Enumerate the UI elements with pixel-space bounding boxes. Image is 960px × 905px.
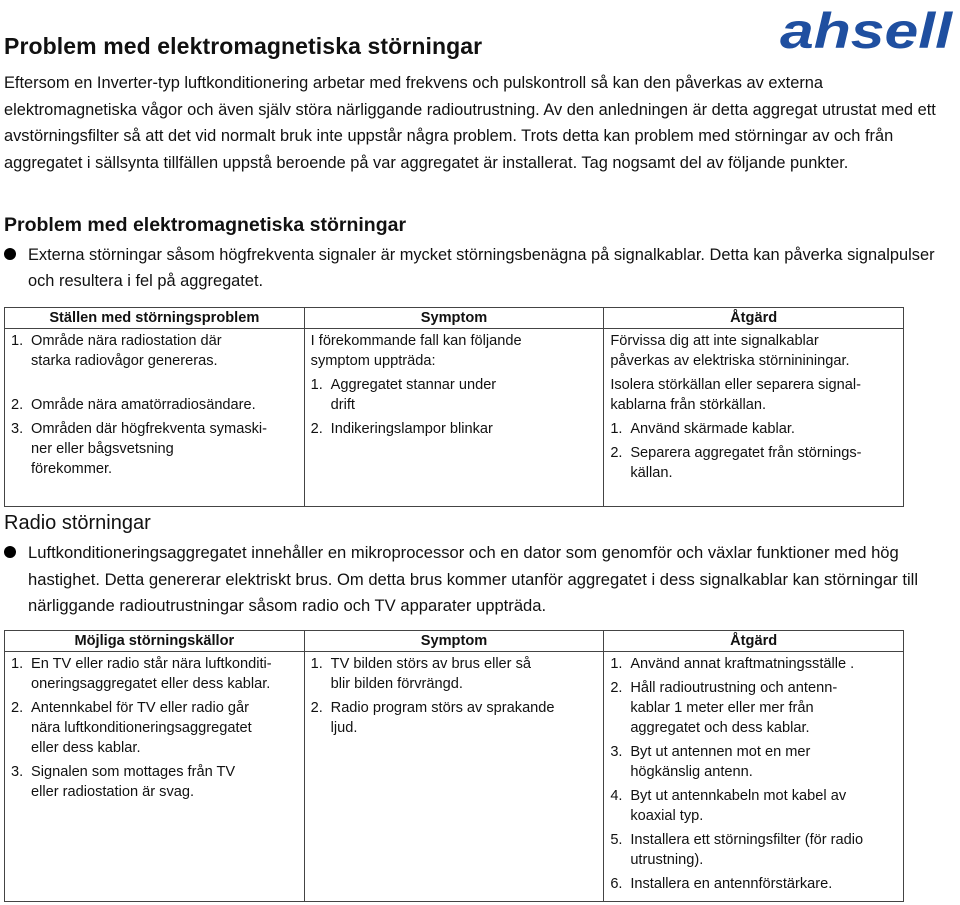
bullet-em: [28, 242, 948, 294]
column-header: Åtgärd: [604, 308, 904, 329]
logo-text: ahsell: [780, 4, 954, 54]
list-item: 2. Radio program störs av sprakande ljud.: [310, 700, 555, 736]
bullet-dot-icon: [4, 248, 16, 260]
column-header: Möjliga störningskällor: [5, 631, 305, 652]
list-item: 4. Byt ut antennkabeln mot kabel av koaxial typ.: [610, 788, 847, 824]
list-item: 1. En TV eller radio står nära luftkonditi- oneringsaggregatet eller dess kablar.: [11, 656, 272, 692]
list-item: 1. Använd skärmade kablar.: [610, 421, 795, 437]
list-item: 2. Antennkabel för TV eller radio går nära luftkonditioneringsaggregatet eller dess kablar.: [11, 700, 252, 756]
column-header: Ställen med störningsproblem: [5, 308, 305, 329]
list-item: 2. Separera aggregatet från störnings- källan.: [610, 445, 862, 481]
list-item: 2. Indikeringslampor blinkar: [310, 421, 493, 437]
list-item: 3. Signalen som mottages från TV eller radiostation är svag.: [11, 764, 236, 800]
action-paragraph: Isolera störkällan eller separera signal- kablarna från störkällan.: [610, 377, 861, 413]
intro-paragraph: Eftersom en Inverter-typ luftkonditionering arbetar med frekvens och pulskontroll så kan den påverkas av externa elektromagnetiska vågor och även själv störa närliggande radioutrustning. Av den anledningen är detta aggregat utrustat med ett avstörningsfilter så att det vid normalt bruk inte uppstår några problem. Trots detta kan problem med störningar av och från aggregatet i sällsynta tillfällen uppstå beroende på var aggregatet är installerat. Tag nogsamt del av följande punkter.: [4, 74, 936, 172]
symptom-cell: [304, 652, 604, 902]
list-item: 1. Aggregatet stannar under drift: [310, 377, 497, 413]
bullet-text: Externa störningar såsom högfrekventa signaler är mycket störningsbenägna på signalkablar. Detta kan påverka signalpulser och resultera i fel på aggregatet.: [28, 246, 935, 290]
list-item: 1. TV bilden störs av brus eller så blir bilden förvrängd.: [310, 656, 531, 692]
symptom-intro: I förekommande fall kan följande symptom uppträda:: [310, 333, 522, 369]
section-heading-radio: Radio störningar: [4, 512, 151, 534]
list-item: 1. Använd annat kraftmatningsställe .: [610, 656, 855, 672]
bullet-radio: [28, 540, 948, 620]
bullet-dot-icon: [4, 546, 16, 558]
em-problems-table: [4, 307, 904, 507]
locations-cell: [5, 329, 305, 507]
ahlsell-logo: [778, 4, 954, 54]
list-item: 2. Håll radioutrustning och antenn- kablar 1 meter eller mer från aggregatet och dess kablar.: [610, 680, 838, 736]
bullet-text: Luftkonditioneringsaggregatet innehåller en mikroprocessor och en dator som genomför och växlar funktioner med hög hastighet. Detta genererar elektriskt brus. Om detta brus kommer utanför aggregatet i dess signalkablar kan störningar till närliggande radioutrustningar såsom radio och TV apparater uppträda.: [28, 543, 919, 615]
symptom-cell: [304, 329, 604, 507]
column-header: Symptom: [304, 631, 604, 652]
section-heading-em: Problem med elektromagnetiska störningar: [4, 214, 407, 236]
list-item: 3. Byt ut antennen mot en mer högkänslig antenn.: [610, 744, 811, 780]
list-item: 2. Område nära amatörradiosändare.: [11, 397, 256, 413]
column-header: Åtgärd: [604, 631, 904, 652]
list-item: 3. Områden där högfrekventa symaski- ner eller bågsvetsning förekommer.: [11, 421, 268, 477]
list-item: 5. Installera ett störningsfilter (för radio utrustning).: [610, 832, 864, 868]
list-item: 6. Installera en antennförstärkare.: [610, 876, 833, 892]
page-title: Problem med elektromagnetiska störningar: [4, 33, 483, 59]
list-item: 1. Område nära radiostation där starka radiovågor genereras.: [11, 333, 222, 369]
action-cell: [604, 329, 904, 507]
column-header: Symptom: [304, 308, 604, 329]
radio-problems-table: [4, 630, 904, 902]
action-cell: [604, 652, 904, 902]
action-paragraph: Förvissa dig att inte signalkablar påverkas av elektriska störnininingar.: [610, 333, 850, 369]
sources-cell: [5, 652, 305, 902]
